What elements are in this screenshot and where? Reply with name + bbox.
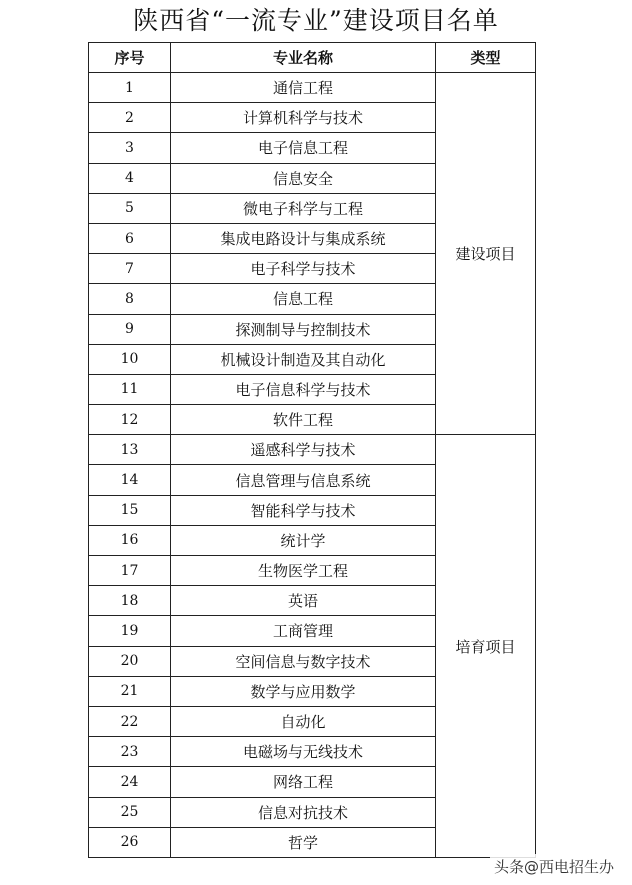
major-name: 哲学 xyxy=(171,827,436,857)
row-number: 3 xyxy=(89,133,171,163)
row-number: 18 xyxy=(89,586,171,616)
table-row xyxy=(89,435,536,465)
major-name: 信息对抗技术 xyxy=(171,797,436,827)
major-name: 生物医学工程 xyxy=(171,556,436,586)
major-name: 智能科学与技术 xyxy=(171,495,436,525)
row-number: 9 xyxy=(89,314,171,344)
major-name: 电子信息工程 xyxy=(171,133,436,163)
row-number: 5 xyxy=(89,193,171,223)
major-name: 自动化 xyxy=(171,706,436,736)
row-number: 2 xyxy=(89,103,171,133)
major-name: 通信工程 xyxy=(171,73,436,103)
row-number: 20 xyxy=(89,646,171,676)
major-name: 工商管理 xyxy=(171,616,436,646)
row-number: 8 xyxy=(89,284,171,314)
row-number: 11 xyxy=(89,374,171,404)
major-name: 电磁场与无线技术 xyxy=(171,737,436,767)
major-list-table xyxy=(88,42,536,858)
project-type: 建设项目 xyxy=(436,73,536,435)
major-name: 微电子科学与工程 xyxy=(171,193,436,223)
row-number: 12 xyxy=(89,405,171,435)
row-number: 21 xyxy=(89,676,171,706)
major-name: 网络工程 xyxy=(171,767,436,797)
row-number: 7 xyxy=(89,254,171,284)
row-number: 14 xyxy=(89,465,171,495)
major-name: 信息工程 xyxy=(171,284,436,314)
major-name: 遥感科学与技术 xyxy=(171,435,436,465)
major-name: 探测制导与控制技术 xyxy=(171,314,436,344)
major-name: 数学与应用数学 xyxy=(171,676,436,706)
row-number: 13 xyxy=(89,435,171,465)
major-name: 电子科学与技术 xyxy=(171,254,436,284)
table-header-row xyxy=(89,43,536,73)
row-number: 19 xyxy=(89,616,171,646)
major-name: 空间信息与数字技术 xyxy=(171,646,436,676)
project-type: 培育项目 xyxy=(436,435,536,858)
header-major: 专业名称 xyxy=(171,43,436,73)
row-number: 6 xyxy=(89,223,171,253)
major-name: 机械设计制造及其自动化 xyxy=(171,344,436,374)
header-no: 序号 xyxy=(89,43,171,73)
row-number: 22 xyxy=(89,706,171,736)
row-number: 10 xyxy=(89,344,171,374)
header-type: 类型 xyxy=(436,43,536,73)
major-name: 计算机科学与技术 xyxy=(171,103,436,133)
row-number: 24 xyxy=(89,767,171,797)
row-number: 1 xyxy=(89,73,171,103)
row-number: 26 xyxy=(89,827,171,857)
major-name: 软件工程 xyxy=(171,405,436,435)
row-number: 23 xyxy=(89,737,171,767)
major-name: 电子信息科学与技术 xyxy=(171,374,436,404)
major-name: 信息管理与信息系统 xyxy=(171,465,436,495)
row-number: 16 xyxy=(89,525,171,555)
watermark: 头条@西电招生办 xyxy=(490,854,618,879)
major-name: 信息安全 xyxy=(171,163,436,193)
table-row xyxy=(89,73,536,103)
row-number: 4 xyxy=(89,163,171,193)
major-name: 英语 xyxy=(171,586,436,616)
major-name: 统计学 xyxy=(171,525,436,555)
row-number: 25 xyxy=(89,797,171,827)
major-name: 集成电路设计与集成系统 xyxy=(171,223,436,253)
page-title: 陕西省“一流专业”建设项目名单 xyxy=(133,6,499,35)
row-number: 15 xyxy=(89,495,171,525)
row-number: 17 xyxy=(89,556,171,586)
